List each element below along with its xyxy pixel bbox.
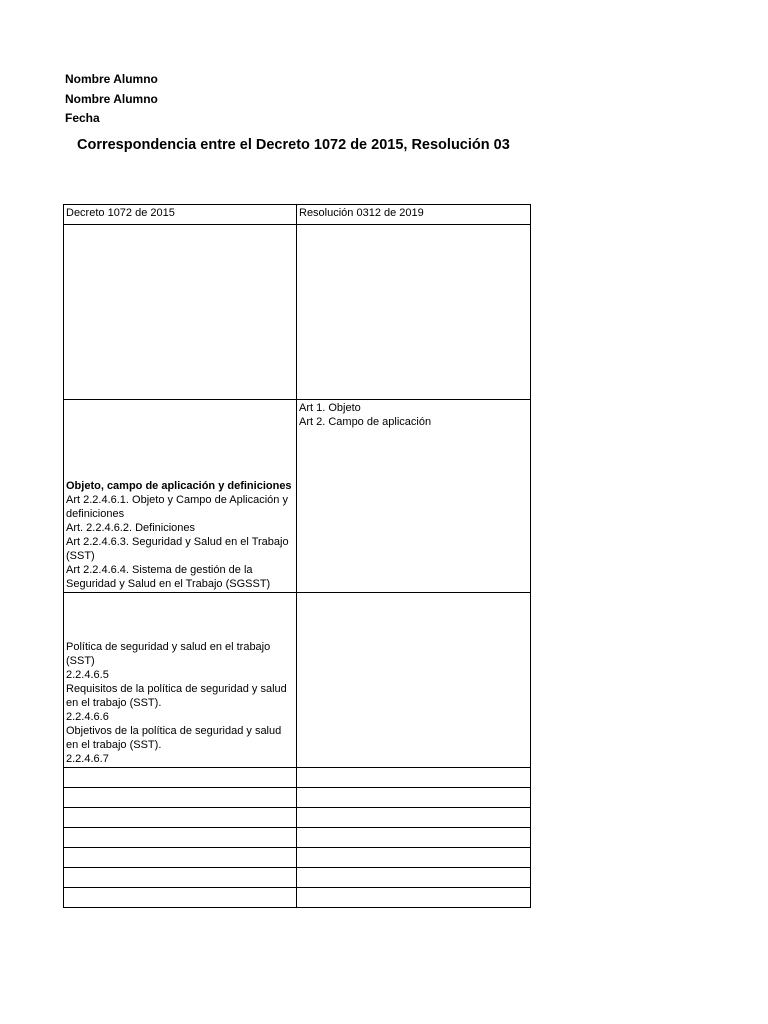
table-row-empty (64, 225, 531, 400)
date-label: Fecha (65, 111, 100, 125)
column-header-decreto: Decreto 1072 de 2015 (64, 205, 297, 225)
table-cell (297, 225, 531, 400)
politica-item: Requisitos de la política de seguridad y salud en el trabajo (SST). (66, 683, 287, 709)
politica-item: 2.2.4.6.6 (66, 711, 109, 723)
politica-item: 2.2.4.6.7 (66, 753, 109, 765)
politica-item: 2.2.4.6.5 (66, 669, 109, 681)
decreto-item: Art 2.2.4.6.4. Sistema de gestión de la Seguridad y Salud en el Trabajo (SGSST) (66, 564, 271, 590)
decreto-objeto-cell (64, 400, 297, 593)
objeto-section-heading: Objeto, campo de aplicación y definiciones (66, 480, 292, 492)
table-cell (297, 788, 531, 808)
resolucion-item: Art 1. Objeto (299, 402, 361, 414)
student-name-label-1: Nombre Alumno (65, 72, 158, 86)
table-row (64, 828, 531, 848)
document-title: Correspondencia entre el Decreto 1072 de 2015, Resolución 03 (77, 137, 510, 153)
correspondence-table (63, 204, 531, 908)
table-cell (64, 868, 297, 888)
table-cell (64, 225, 297, 400)
student-name-label-2: Nombre Alumno (65, 92, 158, 106)
column-header-resolucion: Resolución 0312 de 2019 (297, 205, 531, 225)
decreto-item: Art 2.2.4.6.3. Seguridad y Salud en el Trabajo (SST) (66, 536, 289, 562)
table-cell (297, 808, 531, 828)
table-row (64, 888, 531, 908)
decreto-politica-cell (64, 593, 297, 768)
table-row-politica (64, 593, 531, 768)
politica-item: Objetivos de la política de seguridad y salud en el trabajo (SST). (66, 725, 282, 751)
resolucion-item: Art 2. Campo de aplicación (299, 416, 432, 428)
table-cell (297, 888, 531, 908)
table-cell (297, 593, 531, 768)
table-row (64, 868, 531, 888)
table-row (64, 768, 531, 788)
table-header-row (64, 205, 531, 225)
table-row-objeto (64, 400, 531, 593)
table-cell (64, 768, 297, 788)
table-cell (297, 868, 531, 888)
politica-item: Política de seguridad y salud en el trabajo (SST) (66, 641, 271, 667)
table-cell (297, 848, 531, 868)
table-cell (64, 808, 297, 828)
table-cell (297, 768, 531, 788)
table-cell (64, 888, 297, 908)
table-row (64, 788, 531, 808)
table-cell (64, 788, 297, 808)
decreto-item: Art 2.2.4.6.1. Objeto y Campo de Aplicación y definiciones (66, 494, 288, 520)
table-cell (64, 848, 297, 868)
table-cell (64, 828, 297, 848)
table-cell (297, 828, 531, 848)
resolucion-objeto-cell (297, 400, 531, 593)
table-row (64, 808, 531, 828)
decreto-item: Art. 2.2.4.6.2. Definiciones (66, 522, 196, 534)
table-row (64, 848, 531, 868)
